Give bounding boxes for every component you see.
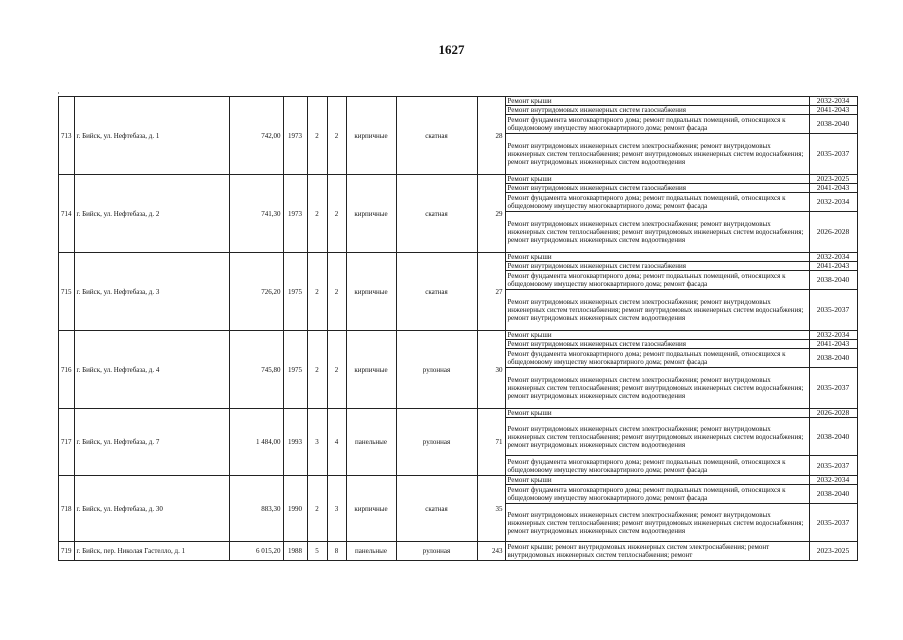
address-cell: г. Бийск, пер. Николая Гастелло, д. 1 xyxy=(74,542,229,561)
work-description: Ремонт внутридомовых инженерных систем газоснабжения xyxy=(505,262,809,271)
address-cell: г. Бийск, ул. Нефтебаза, д. 30 xyxy=(74,476,229,542)
work-period: 2035-2037 xyxy=(809,368,857,409)
year-cell: 1973 xyxy=(283,175,307,253)
work-period: 2038-2040 xyxy=(809,349,857,368)
area-cell: 883,30 xyxy=(229,476,283,542)
residents-cell: 35 xyxy=(477,476,505,542)
wall-material-cell: панельные xyxy=(346,409,396,476)
row-number: 716 xyxy=(59,331,75,409)
table-row xyxy=(59,97,858,106)
entrances-cell: 2 xyxy=(327,175,346,253)
floors-cell: 2 xyxy=(307,97,327,175)
work-description: Ремонт внутридомовых инженерных систем электроснабжения; ремонт внутридомовых инженерных систем теплоснабжения; ремонт внутридомовых инженерных систем водоснабжения; ремонт внутридомовых инженерных систем водоотведения xyxy=(505,290,809,331)
floors-cell: 2 xyxy=(307,253,327,331)
area-cell: 6 015,20 xyxy=(229,542,283,561)
row-number: 713 xyxy=(59,97,75,175)
work-description: Ремонт крыши xyxy=(505,476,809,485)
work-description: Ремонт внутридомовых инженерных систем электроснабжения; ремонт внутридомовых инженерных систем теплоснабжения; ремонт внутридомовых инженерных систем водоснабжения; ремонт внутридомовых инженерных систем водоотведения xyxy=(505,134,809,175)
work-description: Ремонт крыши xyxy=(505,409,809,418)
floors-cell: 3 xyxy=(307,409,327,476)
wall-material-cell: кирпичные xyxy=(346,175,396,253)
roof-type-cell: скатная xyxy=(396,253,477,331)
floors-cell: 5 xyxy=(307,542,327,561)
work-description: Ремонт крыши xyxy=(505,97,809,106)
entrances-cell: 4 xyxy=(327,409,346,476)
residents-cell: 28 xyxy=(477,97,505,175)
work-description: Ремонт фундамента многоквартирного дома; ремонт подвальных помещений, относящихся к общедомовому имуществу многоквартирного дома; ремонт фасада xyxy=(505,485,809,504)
work-period: 2041-2043 xyxy=(809,340,857,349)
work-period: 2032-2034 xyxy=(809,193,857,212)
work-description: Ремонт внутридомовых инженерных систем электроснабжения; ремонт внутридомовых инженерных систем теплоснабжения; ремонт внутридомовых инженерных систем водоснабжения; ремонт внутридомовых инженерных систем водоотведения xyxy=(505,418,809,456)
row-number: 715 xyxy=(59,253,75,331)
area-cell: 726,20 xyxy=(229,253,283,331)
work-description: Ремонт фундамента многоквартирного дома; ремонт подвальных помещений, относящихся к общедомовому имуществу многоквартирного дома; ремонт фасада xyxy=(505,349,809,368)
work-description: Ремонт крыши xyxy=(505,253,809,262)
year-cell: 1988 xyxy=(283,542,307,561)
row-number: 719 xyxy=(59,542,75,561)
work-description: Ремонт фундамента многоквартирного дома; ремонт подвальных помещений, относящихся к общедомовому имуществу многоквартирного дома; ремонт фасада xyxy=(505,115,809,134)
floors-cell: 2 xyxy=(307,476,327,542)
wall-material-cell: кирпичные xyxy=(346,331,396,409)
residents-cell: 30 xyxy=(477,331,505,409)
work-description: Ремонт внутридомовых инженерных систем электроснабжения; ремонт внутридомовых инженерных систем теплоснабжения; ремонт внутридомовых инженерных систем водоснабжения; ремонт внутридомовых инженерных систем водоотведения xyxy=(505,368,809,409)
wall-material-cell: кирпичные xyxy=(346,476,396,542)
work-description: Ремонт крыши; ремонт внутридомовых инженерных систем электроснабжения; ремонт внутридомовых инженерных систем теплоснабжения; ремонт xyxy=(505,542,809,561)
entrances-cell: 2 xyxy=(327,253,346,331)
repair-schedule-table xyxy=(58,96,858,561)
work-period: 2032-2034 xyxy=(809,331,857,340)
entrances-cell: 8 xyxy=(327,542,346,561)
roof-type-cell: рулонная xyxy=(396,409,477,476)
roof-type-cell: рулонная xyxy=(396,542,477,561)
work-description: Ремонт внутридомовых инженерных систем электроснабжения; ремонт внутридомовых инженерных систем теплоснабжения; ремонт внутридомовых инженерных систем водоснабжения; ремонт внутридомовых инженерных систем водоотведения xyxy=(505,212,809,253)
row-number: 718 xyxy=(59,476,75,542)
page-number: 1627 xyxy=(438,42,465,57)
table-row xyxy=(59,253,858,262)
area-cell: 745,80 xyxy=(229,331,283,409)
work-period: 2038-2040 xyxy=(809,271,857,290)
work-period: 2035-2037 xyxy=(809,134,857,175)
work-period: 2038-2040 xyxy=(809,485,857,504)
work-period: 2026-2028 xyxy=(809,409,857,418)
area-cell: 1 484,00 xyxy=(229,409,283,476)
work-period: 2026-2028 xyxy=(809,212,857,253)
roof-type-cell: скатная xyxy=(396,476,477,542)
work-period: 2032-2034 xyxy=(809,97,857,106)
table-row xyxy=(59,331,858,340)
row-number: 717 xyxy=(59,409,75,476)
cut-line-marker xyxy=(58,92,59,94)
roof-type-cell: рулонная xyxy=(396,331,477,409)
year-cell: 1975 xyxy=(283,331,307,409)
work-description: Ремонт крыши xyxy=(505,331,809,340)
work-period: 2035-2037 xyxy=(809,504,857,542)
work-description: Ремонт фундамента многоквартирного дома; ремонт подвальных помещений, относящихся к общедомовому имуществу многоквартирного дома; ремонт фасада xyxy=(505,271,809,290)
table-row xyxy=(59,175,858,184)
work-period: 2035-2037 xyxy=(809,456,857,476)
work-period: 2038-2040 xyxy=(809,418,857,456)
address-cell: г. Бийск, ул. Нефтебаза, д. 1 xyxy=(74,97,229,175)
residents-cell: 27 xyxy=(477,253,505,331)
work-period: 2032-2034 xyxy=(809,476,857,485)
roof-type-cell: скатная xyxy=(396,97,477,175)
entrances-cell: 2 xyxy=(327,97,346,175)
floors-cell: 2 xyxy=(307,175,327,253)
work-period: 2038-2040 xyxy=(809,115,857,134)
work-period: 2035-2037 xyxy=(809,290,857,331)
residents-cell: 243 xyxy=(477,542,505,561)
table-row xyxy=(59,476,858,485)
residents-cell: 29 xyxy=(477,175,505,253)
address-cell: г. Бийск, ул. Нефтебаза, д. 4 xyxy=(74,331,229,409)
address-cell: г. Бийск, ул. Нефтебаза, д. 3 xyxy=(74,253,229,331)
work-period: 2023-2025 xyxy=(809,175,857,184)
roof-type-cell: скатная xyxy=(396,175,477,253)
year-cell: 1975 xyxy=(283,253,307,331)
work-description: Ремонт внутридомовых инженерных систем газоснабжения xyxy=(505,184,809,193)
area-cell: 741,30 xyxy=(229,175,283,253)
work-period: 2023-2025 xyxy=(809,542,857,561)
address-cell: г. Бийск, ул. Нефтебаза, д. 7 xyxy=(74,409,229,476)
work-period: 2032-2034 xyxy=(809,253,857,262)
work-period: 2041-2043 xyxy=(809,106,857,115)
floors-cell: 2 xyxy=(307,331,327,409)
year-cell: 1973 xyxy=(283,97,307,175)
entrances-cell: 3 xyxy=(327,476,346,542)
year-cell: 1993 xyxy=(283,409,307,476)
year-cell: 1990 xyxy=(283,476,307,542)
work-description: Ремонт внутридомовых инженерных систем газоснабжения xyxy=(505,106,809,115)
wall-material-cell: кирпичные xyxy=(346,253,396,331)
area-cell: 742,00 xyxy=(229,97,283,175)
table-row xyxy=(59,542,858,561)
work-description: Ремонт крыши xyxy=(505,175,809,184)
work-description: Ремонт фундамента многоквартирного дома; ремонт подвальных помещений, относящихся к общедомовому имуществу многоквартирного дома; ремонт фасада xyxy=(505,193,809,212)
work-period: 2041-2043 xyxy=(809,184,857,193)
row-number: 714 xyxy=(59,175,75,253)
entrances-cell: 2 xyxy=(327,331,346,409)
work-period: 2041-2043 xyxy=(809,262,857,271)
work-description: Ремонт внутридомовых инженерных систем газоснабжения xyxy=(505,340,809,349)
table-row xyxy=(59,409,858,418)
address-cell: г. Бийск, ул. Нефтебаза, д. 2 xyxy=(74,175,229,253)
wall-material-cell: панельные xyxy=(346,542,396,561)
residents-cell: 71 xyxy=(477,409,505,476)
work-description: Ремонт внутридомовых инженерных систем электроснабжения; ремонт внутридомовых инженерных систем теплоснабжения; ремонт внутридомовых инженерных систем водоснабжения; ремонт внутридомовых инженерных систем водоотведения xyxy=(505,504,809,542)
wall-material-cell: кирпичные xyxy=(346,97,396,175)
work-description: Ремонт фундамента многоквартирного дома; ремонт подвальных помещений, относящихся к общедомовому имуществу многоквартирного дома; ремонт фасада xyxy=(505,456,809,476)
